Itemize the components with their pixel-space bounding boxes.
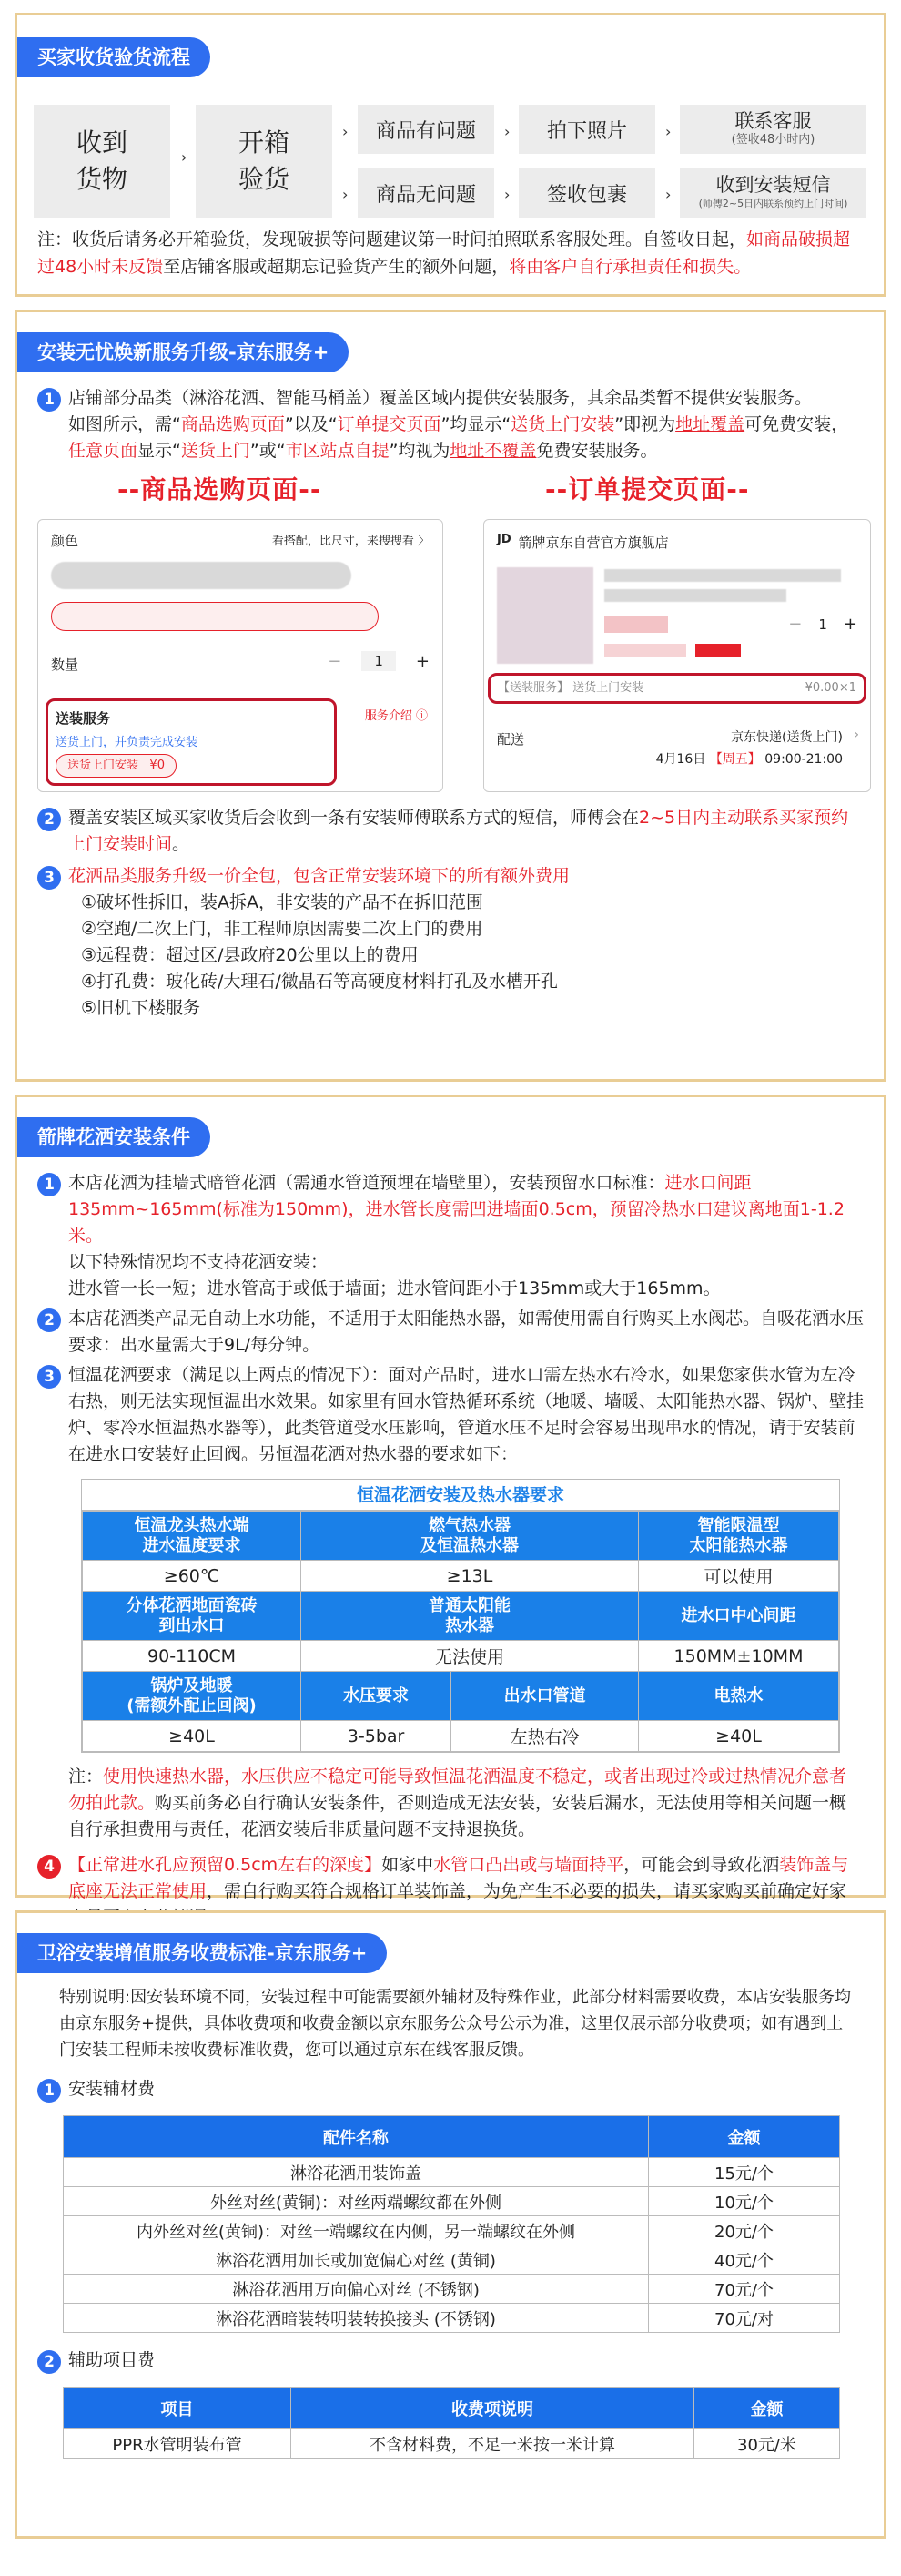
service-list-item: ③远程费：超过区/县政府20公里以上的费用 bbox=[81, 945, 419, 965]
process-flow bbox=[17, 85, 884, 226]
shower-requirements-table bbox=[81, 1479, 840, 1753]
service-list-item: ①破坏性拆旧，装A拆A，非安装的产品不在拆旧范围 bbox=[81, 892, 484, 912]
flow-received: 收到货物 bbox=[34, 105, 170, 218]
fees-subtitle-1: 1 安装辅材费 bbox=[26, 2076, 884, 2103]
table-title: 恒温花洒安装及热水器要求 bbox=[82, 1480, 839, 1511]
service-list-item: ④打孔费：玻化砖/大理石/微晶石等高硬度材料打孔及水槽开孔 bbox=[81, 972, 558, 992]
number-badge: 3 bbox=[37, 1365, 61, 1389]
number-badge: 3 bbox=[37, 866, 61, 890]
delivery-date: 4月16日 【周五】 09:00-21:00 bbox=[655, 752, 843, 767]
table-header-cell: 普通太阳能 热水器 bbox=[301, 1592, 639, 1641]
table-cell: 3-5bar bbox=[301, 1721, 451, 1752]
table-cell: 无法使用 bbox=[301, 1641, 639, 1672]
arrow-icon: › bbox=[342, 186, 349, 203]
section-title: 买家收货验货流程 bbox=[17, 37, 210, 77]
install-point-1: 1 店铺部分品类（淋浴花洒、智能马桶盖）覆盖区域内提供安装服务，其余品类暂不提供安装服务。 如图所示，需“商品选购页面”以及“订单提交页面”均显示“送货上门安装”即视为地址覆盖可免费安装，任意页面显示“送货上门”或“市区站点自提”均视为地址不覆盖免费安装服务。 bbox=[26, 385, 864, 464]
table-row: 淋浴花洒用万向偏心对丝 (不锈钢) 70元/个 bbox=[64, 2275, 840, 2304]
auxiliary-fee-table bbox=[63, 2387, 840, 2459]
table-header-cell: 项目 bbox=[64, 2388, 291, 2429]
table-header-cell: 燃气热水器 及恒温热水器 bbox=[301, 1512, 639, 1561]
product-thumbnail bbox=[497, 567, 593, 664]
materials-fee-table bbox=[63, 2115, 840, 2333]
flow-inspect: 开箱验货 bbox=[196, 105, 332, 218]
section-value-added-fees bbox=[15, 1910, 886, 2539]
flow-has-problem: 商品有问题 bbox=[358, 105, 494, 154]
table-header-cell: 金额 bbox=[694, 2388, 840, 2429]
table-header-cell: 电热水 bbox=[639, 1672, 839, 1721]
number-badge: 2 bbox=[37, 808, 61, 831]
blurred-tag bbox=[695, 644, 741, 657]
condition-point-2: 2 本店花洒类产品无自动上水功能，不适用于太阳能热水器，如需使用需自行购买上水阀芯。自吸花洒水压要求：出水量需大于9L/每分钟。 bbox=[26, 1306, 864, 1359]
order-service-highlight: 【送装服务】 送货上门安装 ¥0.00×1 bbox=[488, 673, 866, 704]
service-list-item: ⑤旧机下楼服务 bbox=[81, 998, 201, 1018]
blurred-line bbox=[604, 589, 786, 602]
arrow-icon: › bbox=[665, 186, 672, 203]
table-cell: ≥40L bbox=[639, 1721, 839, 1752]
condition-point-1: 1 本店花洒为挂墙式暗管花洒（需通水管道预埋在墙壁里），安装预留水口标准：进水口间距135mm~165mm(标准为150mm)，进水管长度需凹进墙面0.5cm，预留冷热水口建议离地面1-1.2米。 以下特殊情况均不支持花洒安装： 进水管一长一短；进水管高于或低于墙面；进水管间距小于135mm或大于165mm。 bbox=[26, 1170, 864, 1302]
condition-point-4: 4 【正常进水孔应预留0.5cm左右的深度】如家中水管口凸出或与墙面持平，可能会到导致花洒装饰盖与底座无法正常使用，需自行购买符合规格订单装饰盖，为免产生不必要的损失，请买家购买前确定好家 bbox=[26, 1852, 864, 1931]
shop-name-row bbox=[497, 533, 669, 552]
blurred-selected-option[interactable] bbox=[51, 602, 379, 631]
jd-logo-icon: JD bbox=[497, 533, 511, 546]
table-cell: 左热右冷 bbox=[451, 1721, 639, 1752]
number-badge: 1 bbox=[37, 1173, 61, 1196]
number-badge: 2 bbox=[37, 2350, 61, 2374]
receiving-note: 注：收货后请务必开箱验货，发现破损等问题建议第一时间拍照联系客服处理。自签收日起，如商品破损超过48小时未反馈至店铺客服或超期忘记验货产生的额外问题，将由客户自行承担责任和损失。 bbox=[37, 229, 851, 277]
minus-icon[interactable]: − bbox=[788, 615, 803, 634]
section-title: 卫浴安装增值服务收费标准-京东服务+ bbox=[17, 1933, 387, 1973]
arrow-icon: › bbox=[665, 123, 672, 140]
table-row: 淋浴花洒用加长或加宽偏心对丝 (黄铜) 40元/个 bbox=[64, 2245, 840, 2275]
plus-icon[interactable]: + bbox=[415, 651, 430, 671]
materials-table bbox=[63, 2115, 840, 2333]
section-receiving-process bbox=[15, 13, 886, 297]
arrow-icon: › bbox=[504, 123, 511, 140]
number-badge: 2 bbox=[37, 1308, 61, 1332]
number-badge: 1 bbox=[37, 388, 61, 412]
arrow-icon: › bbox=[342, 123, 349, 140]
qty-value: 1 bbox=[818, 616, 827, 633]
service-title: 送装服务 bbox=[56, 710, 111, 727]
table-header-cell: 金额 bbox=[649, 2116, 840, 2158]
order-qty-stepper[interactable] bbox=[788, 615, 857, 634]
install-service-body-2 bbox=[17, 801, 884, 1022]
number-badge: 1 bbox=[37, 2079, 61, 2103]
qty-label: 数量 bbox=[51, 657, 79, 673]
flow-no-problem: 商品无问题 bbox=[358, 168, 494, 218]
service-highlight bbox=[46, 698, 337, 786]
install-point-3: 3 花洒品类服务升级一价全包，包含正常安装环境下的所有额外费用 bbox=[26, 863, 864, 890]
flow-sign-package: 签收包裹 bbox=[519, 168, 655, 218]
caption-order-page: --订单提交页面-- bbox=[545, 474, 750, 504]
table-header-cell: 分体花洒地面瓷砖 到出水口 bbox=[83, 1592, 301, 1641]
table-cell: 150MM±10MM bbox=[639, 1641, 839, 1672]
shop-name: 箭牌京东自营官方旗舰店 bbox=[518, 535, 669, 551]
chevron-right-icon[interactable]: › bbox=[854, 728, 859, 742]
minus-icon[interactable]: − bbox=[328, 651, 342, 671]
table-row: 内外丝对丝(黄铜)：对丝一端螺纹在内侧，另一端螺纹在外侧 20元/个 bbox=[64, 2216, 840, 2245]
table-row: 淋浴花洒用装饰盖 15元/个 bbox=[64, 2158, 840, 2187]
caption-product-page: --商品选购页面-- bbox=[117, 474, 322, 504]
section-title: 安装无忧焕新服务升级-京东服务+ bbox=[17, 332, 349, 372]
conditions-note: 注：使用快速热水器，水压供应不稳定可能导致恒温花洒温度不稳定，或者出现过冷或过热情况介意者勿拍此款。购买前务必自行确认安装条件，否则造成无法安装，安装后漏水，无法使用等相关问题一概自行承担费用与责任，花洒安装后非质量问题不支持退换货。 bbox=[68, 1767, 847, 1839]
conditions-body bbox=[17, 1157, 884, 1468]
install-service-body bbox=[17, 372, 884, 464]
blurred-option[interactable] bbox=[51, 562, 351, 589]
table-cell: 可以使用 bbox=[639, 1561, 839, 1592]
blurred-tag bbox=[604, 644, 686, 657]
table-header-cell: 进水口中心间距 bbox=[639, 1592, 839, 1641]
condition-point-3: 3 恒温花洒要求（满足以上两点的情况下）：面对产品时，进水口需左热水右冷水，如果您家供水管为左冷右热，则无法实现恒温出水效果。如家里有回水管热循环系统（地暖、墙暖、太阳能热水器、锅炉、壁挂炉、零冷水恒温热水器等），此类管道受水压影响，管道水压不足时会容易出现串水的情况，请于安装前在进水口安装好止回阀。另恒温花洒对热水器的要求如下： bbox=[26, 1362, 864, 1468]
product-page-mock bbox=[37, 519, 443, 792]
table-header-cell: 智能限温型 太阳能热水器 bbox=[639, 1512, 839, 1561]
table-cell: ≥40L bbox=[83, 1721, 301, 1752]
auxiliary-table bbox=[63, 2387, 840, 2459]
section-title: 箭牌花洒安装条件 bbox=[17, 1117, 210, 1157]
arrow-icon: › bbox=[181, 148, 187, 166]
table-row: 淋浴花洒暗装转明装转换接头 (不锈钢) 70元/对 bbox=[64, 2304, 840, 2333]
table-header-cell: 恒温龙头热水端 进水温度要求 bbox=[83, 1512, 301, 1561]
qty-value: 1 bbox=[361, 651, 396, 671]
fees-intro: 特别说明:因安装环境不同，安装过程中可能需要额外辅材及特殊作业，此部分材料需要收费，本店安装服务均由京东服务+提供，具体收费项和收费金额以京东服务公众号公示为准，这里仅展示部分收费项；如有遇到上门安装工程师未按收费标准收费，您可以通过京东在线客服反馈。 bbox=[59, 1988, 852, 2060]
requirements-grid bbox=[82, 1511, 839, 1752]
table-header-cell: 锅炉及地暖 (需额外配止回阀) bbox=[83, 1672, 301, 1721]
screenshots-area bbox=[17, 464, 884, 801]
table-cell: ≥13L bbox=[301, 1561, 639, 1592]
blurred-price bbox=[604, 616, 668, 633]
flow-take-photo: 拍下照片 bbox=[519, 105, 655, 154]
plus-icon[interactable]: + bbox=[843, 615, 857, 634]
service-intro-link[interactable]: 服务介绍 ⓘ bbox=[364, 709, 428, 723]
qty-stepper[interactable] bbox=[328, 651, 430, 671]
number-badge: 4 bbox=[37, 1855, 61, 1879]
section-install-conditions bbox=[15, 1095, 886, 1901]
color-label: 颜色 bbox=[51, 533, 79, 549]
table-row: PPR水管明装布管 不含材料费，不足一米按一米计算 30元/米 bbox=[64, 2429, 840, 2459]
service-option-button[interactable]: 送货上门安装 ¥0 bbox=[56, 754, 177, 778]
table-header-cell: 出水口管道 bbox=[451, 1672, 639, 1721]
table-header-cell: 水压要求 bbox=[301, 1672, 451, 1721]
fees-subtitle-2: 2 辅助项目费 bbox=[26, 2347, 884, 2374]
flow-contact-service: 联系客服 (签收48小时内) bbox=[680, 105, 866, 154]
table-row: 外丝对丝(黄铜)：对丝两端螺纹都在外侧 10元/个 bbox=[64, 2187, 840, 2216]
service-list-item: ②空跑/二次上门，非工程师原因需要二次上门的费用 bbox=[81, 919, 483, 939]
table-header-cell: 配件名称 bbox=[64, 2116, 649, 2158]
blurred-line bbox=[604, 569, 841, 582]
install-point-2: 2 覆盖安装区域买家收货后会收到一条有安装师傅联系方式的短信，师傅会在2~5日内主动联系买家预约上门安装时间。 bbox=[26, 805, 864, 858]
table-header-cell: 收费项说明 bbox=[291, 2388, 694, 2429]
table-cell: 90-110CM bbox=[83, 1641, 301, 1672]
arrow-icon: › bbox=[504, 186, 511, 203]
order-page-mock bbox=[483, 519, 871, 792]
table-cell: ≥60℃ bbox=[83, 1561, 301, 1592]
view-label[interactable]: 看搭配，比尺寸，来搜搜看 〉 bbox=[271, 535, 430, 548]
service-desc: 送货上门，并负责完成安装 bbox=[56, 736, 198, 749]
flow-install-sms: 收到安装短信 (师傅2~5日内联系预约上门时间) bbox=[680, 168, 866, 218]
section-install-service bbox=[15, 310, 886, 1082]
delivery-label: 配送 bbox=[497, 731, 525, 748]
delivery-value: 京东快递(送货上门) bbox=[731, 730, 843, 745]
